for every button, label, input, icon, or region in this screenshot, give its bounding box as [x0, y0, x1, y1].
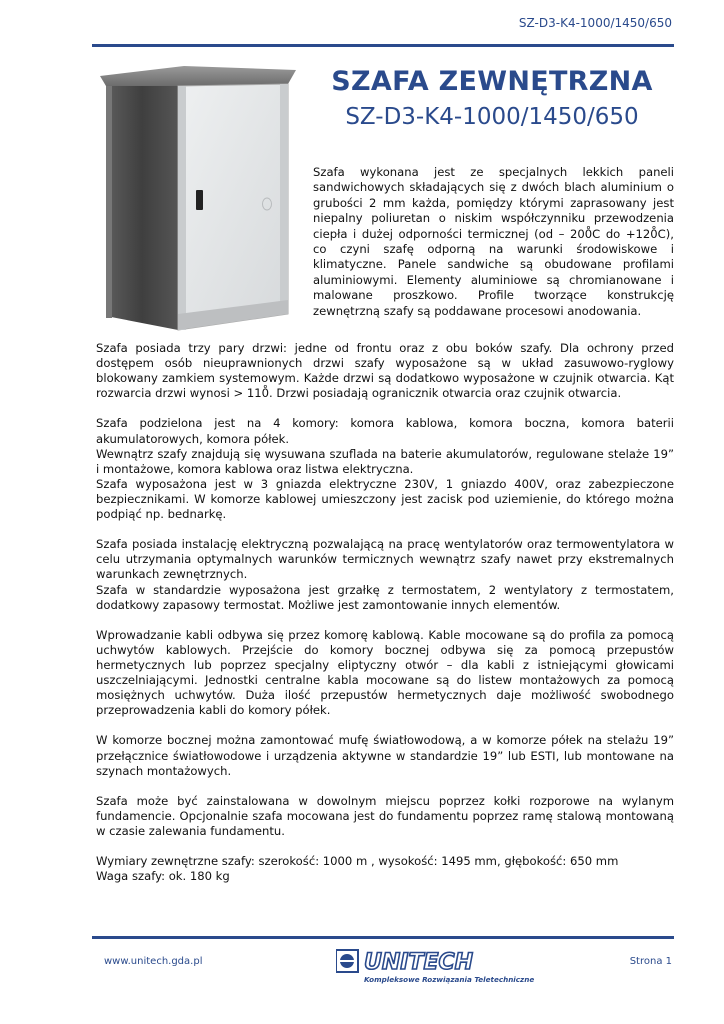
- page-number: Strona 1: [629, 956, 672, 967]
- main-text: [96, 341, 674, 884]
- paragraph-chambers: Szafa podzielona jest na 4 komory: komora kablowa, komora boczna, komora baterii akumulatorowych, komora półek.: [96, 416, 674, 446]
- footer-rule: [92, 936, 674, 939]
- intro-paragraph: Szafa wykonana jest ze specjalnych lekkich paneli sandwichowych składających się z dwóch blach aluminium o grubości 2 mm każda, pomiędzy którymi zaprasowany jest niepalny poliuretan o niskim współczynniku przewodzenia ciepła i dużej odporności termicznej (od – 200̊C do +120̊C), co czyni szafę odporną na warunki środowiskowe i klimatyczne. Panele sandwiche są obudowane profilami aluminiowymi. Elementy aluminiowe są chromianowane i malowane proszkowo. Profile tworzące konstrukcję zewnętrzną szafy są poddawane procesowi anodowania.: [313, 165, 674, 318]
- paragraph-standard-equipment: Szafa w standardzie wyposażona jest grzałkę z termostatem, 2 wentylatory z termostatem, dodatkowy zapasowy termostat. Możliwe jest zamontowanie innych elementów.: [96, 582, 674, 612]
- page-subtitle: SZ-D3-K4-1000/1450/650: [345, 104, 639, 130]
- paragraph-sockets: Szafa wyposażona jest w 3 gniazda elektryczne 230V, 1 gniazdo 400V, oraz zabezpieczone bezpiecznikami. W komorze kablowej umieszczony jest zacisk pod uziemienie, do którego można podpiąć np. bednarkę.: [96, 476, 674, 522]
- header-document-code: SZ-D3-K4-1000/1450/650: [518, 16, 672, 30]
- paragraph-installation: Szafa może być zainstalowana w dowolnym miejscu poprzez kołki rozporowe na wylanym fundamencie. Opcjonalnie szafa mocowana jest do fundamentu poprzez ramę stalową montowaną w czasie zalewania fundamentu.: [96, 793, 674, 838]
- paragraph-dimensions: Wymiary zewnętrzne szafy: szerokość: 1000 m , wysokość: 1495 mm, głębokość: 650 mm: [96, 854, 619, 869]
- paragraph-cables: Wprowadzanie kabli odbywa się przez komorę kablową. Kable mocowane są do profila za pomocą uchwytów kablowych. Przejście do komory bocznej odbywa się za pomocą przepustów hermetycznych lub poprzez specjalny eliptyczny otwór – dla kabli z istniejącymi głowicami uszczelniającymi. Jednostki centralne kabla mocowane są do listew montażowych za pomocą mosiężnych uchwytów. Duża ilość przepustów hermetycznych daje możliwość swobodnego przeprowadzenia kabli do komory półek.: [96, 627, 674, 718]
- paragraph-doors: Szafa posiada trzy pary drzwi: jedne od frontu oraz z obu boków szafy. Dla ochrony przed dostępem osób nieuprawnionych drzwi szafy wyposażone są w układ zasuwowo-ryglowy blokowany zamkiem systemowym. Każde drzwi są dodatkowo wyposażone w czujnik otwarcia. Kąt rozwarcia drzwi wynosi > 110̊. Drzwi posiadają ogranicznik otwarcia oraz czujnik otwarcia.: [96, 341, 674, 401]
- page-title: SZAFA ZEWNĘTRZNA: [331, 66, 653, 97]
- paragraph-side-chamber: W komorze bocznej można zamontować mufę światłowodową, a w komorze półek na stelażu 19” przełącznice światłowodowe i urządzenia aktywne w standardzie 19” lub ESTI, lub montowane na szynach montażowych.: [96, 733, 674, 778]
- logo-wordmark: UNITECH: [364, 950, 474, 975]
- paragraph-interior: Wewnątrz szafy znajdują się wysuwana szuflada na baterie akumulatorów, regulowane stelaże 19” i montażowe, komora kablowa oraz listwa elektryczna.: [96, 446, 674, 476]
- cabinet-photo: [92, 64, 302, 332]
- header-rule: [92, 44, 674, 47]
- paragraph-weight: Waga szafy: ok. 180 kg: [96, 869, 230, 884]
- paragraph-electrical: Szafa posiada instalację elektryczną pozwalającą na pracę wentylatorów oraz termowentylatora w celu utrzymania optymalnych warunków termicznych wewnątrz szafy nawet przy ekstremalnych warunkach zewnętrznych.: [96, 537, 674, 582]
- logo-tagline: Kompleksowe Rozwiązania Teletechniczne: [364, 975, 535, 984]
- footer-website-link[interactable]: www.unitech.gda.pl: [104, 956, 203, 967]
